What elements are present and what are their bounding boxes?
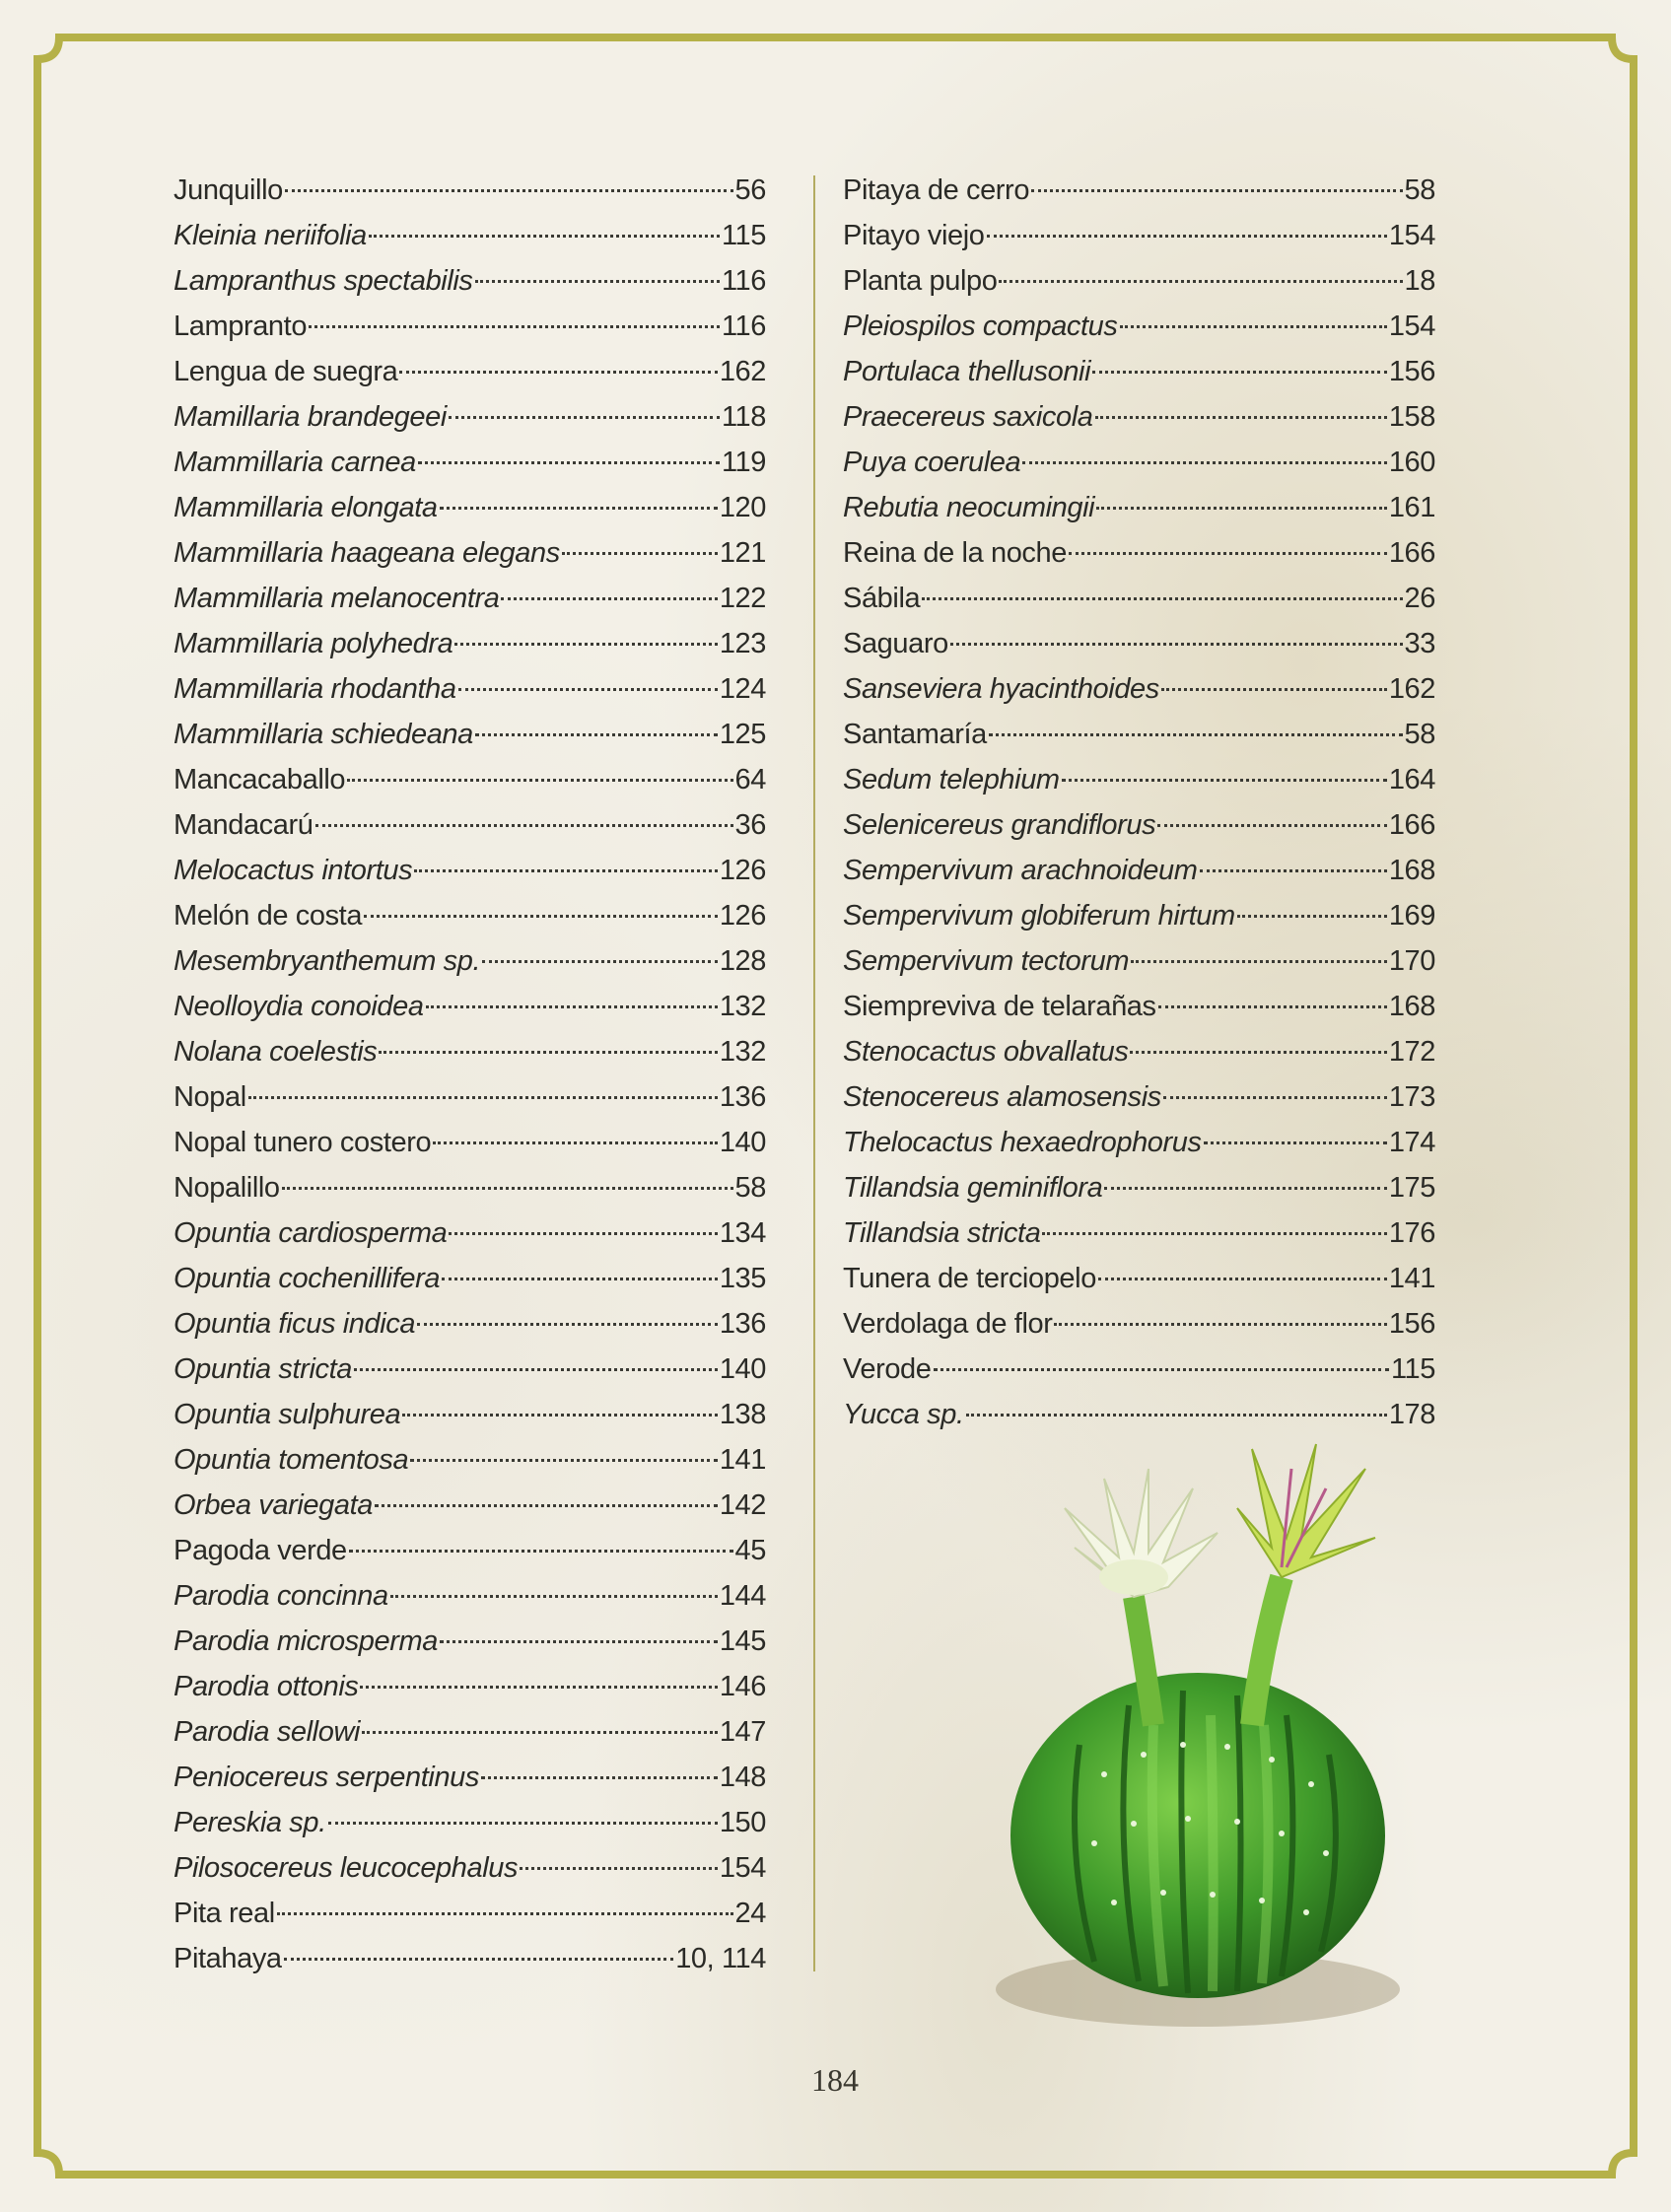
index-entry-page: 116 bbox=[721, 265, 766, 297]
index-entry-leader-dots bbox=[501, 597, 717, 600]
index-entry-leader-dots bbox=[418, 461, 720, 464]
index-entry-name: Opuntia cardiosperma bbox=[174, 1217, 448, 1249]
index-entry bbox=[843, 984, 1435, 1029]
index-entry-page: 150 bbox=[719, 1807, 766, 1838]
index-entry-leader-dots bbox=[1158, 1005, 1387, 1008]
index-entry-name: Pagoda verde bbox=[174, 1535, 347, 1566]
index-entry-page: 26 bbox=[1404, 583, 1435, 614]
index-entry-name: Peniocereus serpentinus bbox=[174, 1762, 479, 1793]
index-entry-leader-dots bbox=[1120, 325, 1387, 328]
index-entry-page: 145 bbox=[719, 1625, 766, 1657]
index-entry-leader-dots bbox=[414, 869, 718, 872]
index-entry-name: Opuntia cochenillifera bbox=[174, 1263, 441, 1294]
index-entry bbox=[843, 802, 1435, 848]
index-entry-page: 160 bbox=[1388, 447, 1435, 478]
index-entry-page: 24 bbox=[734, 1898, 766, 1929]
index-entry-page: 134 bbox=[719, 1217, 766, 1249]
index-entry-page: 135 bbox=[719, 1263, 766, 1294]
index-entry-page: 18 bbox=[1404, 265, 1435, 297]
index-entry-page: 178 bbox=[1388, 1399, 1435, 1430]
index-entry-name: Mammillaria rhodantha bbox=[174, 673, 456, 705]
index-entry-leader-dots bbox=[1161, 688, 1387, 691]
index-entry-leader-dots bbox=[475, 733, 718, 736]
index-entry-page: 142 bbox=[719, 1489, 766, 1521]
index-entry bbox=[174, 530, 766, 576]
index-entry-page: 154 bbox=[1388, 311, 1435, 342]
index-entry-page: 175 bbox=[1388, 1172, 1435, 1204]
index-entry-name: Siempreviva de telarañas bbox=[843, 991, 1156, 1022]
index-entry-leader-dots bbox=[1031, 189, 1402, 192]
index-entry bbox=[843, 349, 1435, 394]
index-entry bbox=[174, 1709, 766, 1755]
index-entry-name: Pleiospilos compactus bbox=[843, 311, 1118, 342]
index-entry bbox=[843, 168, 1435, 213]
index-entry bbox=[174, 1528, 766, 1573]
index-entry bbox=[174, 576, 766, 621]
index-entry-page: 36 bbox=[734, 809, 766, 841]
index-entry bbox=[174, 440, 766, 485]
index-entry-page: 141 bbox=[719, 1444, 766, 1476]
index-entry-leader-dots bbox=[410, 1459, 718, 1462]
index-entry-leader-dots bbox=[966, 1414, 1387, 1417]
index-entry-name: Sábila bbox=[843, 583, 921, 614]
flower-yellow-bud-icon bbox=[1237, 1444, 1375, 1577]
index-entry-name: Pita real bbox=[174, 1898, 275, 1929]
index-entry-leader-dots bbox=[1095, 416, 1387, 419]
index-entry-page: 128 bbox=[719, 945, 766, 977]
index-entry-leader-dots bbox=[562, 552, 718, 555]
index-entry bbox=[174, 304, 766, 349]
index-entry-name: Mancacaballo bbox=[174, 764, 346, 795]
index-entry bbox=[174, 893, 766, 938]
index-entry-page: 156 bbox=[1388, 1308, 1435, 1340]
index-entry bbox=[174, 1483, 766, 1528]
index-entry bbox=[843, 621, 1435, 666]
index-entry-page: 132 bbox=[719, 1036, 766, 1068]
index-entry-name: Sempervivum arachnoideum bbox=[843, 855, 1198, 886]
index-entry bbox=[843, 712, 1435, 757]
index-entry bbox=[174, 938, 766, 984]
index-entry-name: Nopal bbox=[174, 1081, 246, 1113]
index-entry-page: 162 bbox=[719, 356, 766, 387]
index-entry bbox=[174, 1120, 766, 1165]
index-entry-leader-dots bbox=[989, 733, 1403, 736]
index-entry bbox=[174, 1347, 766, 1392]
index-entry-page: 115 bbox=[1390, 1353, 1435, 1385]
index-entry bbox=[843, 1165, 1435, 1210]
index-entry-leader-dots bbox=[360, 1686, 717, 1689]
index-entry-name: Sempervivum globiferum hirtum bbox=[843, 900, 1235, 932]
index-entry-page: 45 bbox=[734, 1535, 766, 1566]
index-entry-leader-dots bbox=[349, 1550, 733, 1553]
index-entry bbox=[843, 576, 1435, 621]
index-entry-leader-dots bbox=[1069, 552, 1387, 555]
index-entry-page: 156 bbox=[1388, 356, 1435, 387]
index-entry bbox=[843, 440, 1435, 485]
index-entry-page: 138 bbox=[719, 1399, 766, 1430]
index-entry bbox=[843, 530, 1435, 576]
index-entry-page: 136 bbox=[719, 1081, 766, 1113]
index-entry-leader-dots bbox=[1130, 1051, 1386, 1054]
index-column-left bbox=[174, 168, 766, 1981]
index-entry-name: Reina de la noche bbox=[843, 537, 1067, 569]
index-entry-leader-dots bbox=[454, 643, 717, 646]
index-entry-name: Nopal tunero costero bbox=[174, 1127, 432, 1158]
index-entry-page: 170 bbox=[1388, 945, 1435, 977]
index-entry-name: Parodia ottonis bbox=[174, 1671, 359, 1702]
index-entry bbox=[843, 893, 1435, 938]
index-entry bbox=[174, 258, 766, 304]
index-entry-page: 140 bbox=[719, 1127, 766, 1158]
index-entry-name: Opuntia tomentosa bbox=[174, 1444, 409, 1476]
index-entry-leader-dots bbox=[390, 1595, 718, 1598]
index-entry-page: 147 bbox=[719, 1716, 766, 1748]
index-entry-leader-dots bbox=[481, 1776, 718, 1779]
index-entry bbox=[174, 712, 766, 757]
index-entry-name: Santamaría bbox=[843, 719, 987, 750]
index-entry-name: Pitaya de cerro bbox=[843, 174, 1030, 206]
index-entry bbox=[174, 1891, 766, 1936]
index-entry-leader-dots bbox=[375, 1504, 718, 1507]
index-entry-name: Sanseviera hyacinthoides bbox=[843, 673, 1159, 705]
index-entry-page: 140 bbox=[719, 1353, 766, 1385]
index-entry-page: 58 bbox=[734, 1172, 766, 1204]
index-entry bbox=[174, 1437, 766, 1483]
index-entry bbox=[843, 1210, 1435, 1256]
index-entry-leader-dots bbox=[449, 416, 720, 419]
index-entry-name: Mammillaria melanocentra bbox=[174, 583, 500, 614]
index-entry-leader-dots bbox=[482, 960, 718, 963]
index-entry-name: Tillandsia geminiflora bbox=[843, 1172, 1103, 1204]
index-entry-page: 166 bbox=[1388, 537, 1435, 569]
index-entry-leader-dots bbox=[440, 507, 718, 510]
index-entry bbox=[174, 1165, 766, 1210]
index-entry bbox=[174, 1619, 766, 1664]
index-entry-leader-dots bbox=[433, 1141, 718, 1144]
index-entry-name: Tillandsia stricta bbox=[843, 1217, 1041, 1249]
index-entry bbox=[843, 1347, 1435, 1392]
index-entry bbox=[174, 1029, 766, 1074]
index-entry-page: 58 bbox=[1404, 719, 1435, 750]
index-entry-leader-dots bbox=[277, 1912, 733, 1915]
index-entry-name: Orbea variegata bbox=[174, 1489, 373, 1521]
index-entry bbox=[843, 1074, 1435, 1120]
index-entry-page: 162 bbox=[1388, 673, 1435, 705]
index-entry-page: 168 bbox=[1388, 991, 1435, 1022]
index-entry-leader-dots bbox=[1092, 371, 1387, 374]
index-entry-page: 166 bbox=[1388, 809, 1435, 841]
index-entry-page: 154 bbox=[1388, 220, 1435, 251]
index-entry-page: 122 bbox=[719, 583, 766, 614]
index-entry-leader-dots bbox=[1096, 507, 1387, 510]
index-entry-page: 158 bbox=[1388, 401, 1435, 433]
index-entry bbox=[174, 1845, 766, 1891]
index-entry bbox=[843, 485, 1435, 530]
index-entry bbox=[174, 666, 766, 712]
index-entry bbox=[174, 802, 766, 848]
index-entry-name: Nolana coelestis bbox=[174, 1036, 378, 1068]
index-column-right bbox=[843, 168, 1435, 1437]
index-entry-name: Yucca sp. bbox=[843, 1399, 964, 1430]
index-entry-page: 154 bbox=[719, 1852, 766, 1884]
index-entry-leader-dots bbox=[1104, 1187, 1386, 1190]
index-entry-leader-dots bbox=[1204, 1141, 1387, 1144]
index-entry bbox=[174, 1210, 766, 1256]
index-entry bbox=[174, 349, 766, 394]
index-entry-name: Mammillaria haageana elegans bbox=[174, 537, 560, 569]
index-entry-leader-dots bbox=[285, 189, 733, 192]
index-entry-name: Mamillaria brandegeei bbox=[174, 401, 447, 433]
index-entry bbox=[843, 304, 1435, 349]
index-entry bbox=[174, 213, 766, 258]
index-entry-page: 174 bbox=[1388, 1127, 1435, 1158]
index-entry-page: 116 bbox=[721, 311, 766, 342]
index-entry bbox=[843, 1120, 1435, 1165]
index-entry-page: 56 bbox=[734, 174, 766, 206]
index-entry-name: Portulaca thellusonii bbox=[843, 356, 1091, 387]
index-entry bbox=[174, 1800, 766, 1845]
index-entry-page: 148 bbox=[719, 1762, 766, 1793]
index-entry-leader-dots bbox=[347, 779, 732, 782]
index-entry bbox=[843, 258, 1435, 304]
index-entry-name: Junquillo bbox=[174, 174, 283, 206]
index-entry-leader-dots bbox=[449, 1232, 717, 1235]
index-entry-leader-dots bbox=[442, 1278, 718, 1280]
index-entry-leader-dots bbox=[475, 280, 720, 283]
index-entry-name: Mandacarú bbox=[174, 809, 313, 841]
index-entry-name: Parodia sellowi bbox=[174, 1716, 361, 1748]
index-entry-leader-dots bbox=[1098, 1278, 1387, 1280]
index-entry-leader-dots bbox=[1131, 960, 1387, 963]
index-entry-leader-dots bbox=[369, 235, 720, 238]
index-entry-page: 141 bbox=[1388, 1263, 1435, 1294]
index-entry bbox=[174, 757, 766, 802]
index-entry bbox=[174, 1936, 766, 1981]
index-entry-page: 118 bbox=[721, 401, 766, 433]
index-entry-name: Mammillaria polyhedra bbox=[174, 628, 453, 659]
index-entry-name: Opuntia stricta bbox=[174, 1353, 352, 1385]
index-entry-page: 124 bbox=[719, 673, 766, 705]
index-entry-page: 115 bbox=[721, 220, 766, 251]
index-entry-leader-dots bbox=[999, 280, 1402, 283]
index-entry-page: 10, 114 bbox=[675, 1943, 766, 1974]
index-entry bbox=[174, 621, 766, 666]
index-entry-page: 125 bbox=[719, 719, 766, 750]
index-entry-leader-dots bbox=[328, 1822, 718, 1825]
index-entry-page: 120 bbox=[719, 492, 766, 523]
index-entry bbox=[174, 1074, 766, 1120]
index-entry bbox=[843, 1029, 1435, 1074]
index-entry-name: Stenocactus obvallatus bbox=[843, 1036, 1129, 1068]
index-entry-page: 126 bbox=[719, 900, 766, 932]
index-entry-name: Mammillaria carnea bbox=[174, 447, 416, 478]
index-entry-leader-dots bbox=[426, 1005, 718, 1008]
index-entry-leader-dots bbox=[1200, 869, 1387, 872]
index-entry-page: 146 bbox=[719, 1671, 766, 1702]
index-entry-name: Sempervivum tectorum bbox=[843, 945, 1130, 977]
page-number: 184 bbox=[811, 2062, 859, 2098]
index-entry-page: 132 bbox=[719, 991, 766, 1022]
index-entry-leader-dots bbox=[1062, 779, 1387, 782]
index-entry-page: 164 bbox=[1388, 764, 1435, 795]
index-entry-leader-dots bbox=[379, 1051, 717, 1054]
index-entry-name: Stenocereus alamosensis bbox=[843, 1081, 1161, 1113]
index-entry-leader-dots bbox=[1163, 1096, 1387, 1099]
index-entry bbox=[843, 848, 1435, 893]
column-divider bbox=[813, 175, 815, 1971]
index-entry-page: 161 bbox=[1388, 492, 1435, 523]
index-entry-page: 119 bbox=[721, 447, 766, 478]
index-entry bbox=[174, 485, 766, 530]
index-entry-name: Planta pulpo bbox=[843, 265, 998, 297]
index-entry-leader-dots bbox=[354, 1368, 718, 1371]
index-entry-leader-dots bbox=[282, 1187, 733, 1190]
index-entry bbox=[174, 394, 766, 440]
index-entry-name: Pitayo viejo bbox=[843, 220, 985, 251]
index-entry-leader-dots bbox=[934, 1368, 1389, 1371]
index-entry bbox=[174, 1573, 766, 1619]
index-entry-page: 173 bbox=[1388, 1081, 1435, 1113]
index-entry bbox=[843, 938, 1435, 984]
index-entry-leader-dots bbox=[362, 1731, 718, 1734]
index-entry-page: 144 bbox=[719, 1580, 766, 1612]
index-entry-page: 176 bbox=[1388, 1217, 1435, 1249]
index-entry-page: 126 bbox=[719, 855, 766, 886]
index-entry-name: Opuntia ficus indica bbox=[174, 1308, 416, 1340]
index-entry-leader-dots bbox=[417, 1323, 718, 1326]
index-entry-name: Lampranto bbox=[174, 311, 308, 342]
index-entry bbox=[843, 394, 1435, 440]
index-entry-name: Verdolaga de flor bbox=[843, 1308, 1053, 1340]
index-entry-name: Melón de costa bbox=[174, 900, 363, 932]
flower-white-icon bbox=[1065, 1469, 1218, 1597]
index-entry bbox=[843, 757, 1435, 802]
index-entry bbox=[174, 1256, 766, 1301]
index-entry-name: Sedum telephium bbox=[843, 764, 1060, 795]
index-entry-leader-dots bbox=[284, 1958, 674, 1961]
index-entry-name: Opuntia sulphurea bbox=[174, 1399, 401, 1430]
index-entry bbox=[843, 1256, 1435, 1301]
index-entry bbox=[174, 1664, 766, 1709]
index-entry-page: 172 bbox=[1388, 1036, 1435, 1068]
index-entry-name: Nopalillo bbox=[174, 1172, 280, 1204]
index-entry-page: 64 bbox=[734, 764, 766, 795]
index-entry-leader-dots bbox=[1157, 824, 1387, 827]
index-entry bbox=[174, 168, 766, 213]
index-entry-leader-dots bbox=[922, 597, 1402, 600]
index-entry-name: Kleinia neriifolia bbox=[174, 220, 367, 251]
cactus-body bbox=[1010, 1673, 1385, 1998]
index-entry-page: 168 bbox=[1388, 855, 1435, 886]
index-entry-leader-dots bbox=[248, 1096, 718, 1099]
index-entry-name: Rebutia neocumingii bbox=[843, 492, 1095, 523]
index-entry-name: Neolloydia conoidea bbox=[174, 991, 424, 1022]
index-entry-name: Melocactus intortus bbox=[174, 855, 413, 886]
index-entry-leader-dots bbox=[1022, 461, 1387, 464]
index-entry bbox=[843, 1301, 1435, 1347]
index-entry-page: 136 bbox=[719, 1308, 766, 1340]
index-entry-page: 121 bbox=[719, 537, 766, 569]
index-entry-name: Selenicereus grandiflorus bbox=[843, 809, 1156, 841]
index-entry bbox=[174, 984, 766, 1029]
index-entry-name: Mammillaria schiedeana bbox=[174, 719, 473, 750]
index-entry-name: Thelocactus hexaedrophorus bbox=[843, 1127, 1202, 1158]
index-entry-leader-dots bbox=[1042, 1232, 1386, 1235]
index-entry-leader-dots bbox=[309, 325, 720, 328]
index-entry bbox=[843, 213, 1435, 258]
index-entry-leader-dots bbox=[950, 643, 1403, 646]
cactus-illustration bbox=[986, 1429, 1439, 2040]
index-entry-leader-dots bbox=[399, 371, 717, 374]
index-entry-leader-dots bbox=[987, 235, 1387, 238]
index-entry-name: Lampranthus spectabilis bbox=[174, 265, 473, 297]
index-entry-page: 169 bbox=[1388, 900, 1435, 932]
index-entry-leader-dots bbox=[1054, 1323, 1386, 1326]
index-entry-page: 33 bbox=[1404, 628, 1435, 659]
index-entry bbox=[174, 848, 766, 893]
index-entry-name: Lengua de suegra bbox=[174, 356, 398, 387]
index-entry-name: Pitahaya bbox=[174, 1943, 282, 1974]
index-entry bbox=[174, 1755, 766, 1800]
index-entry-leader-dots bbox=[364, 915, 718, 918]
index-entry-name: Pilosocereus leucocephalus bbox=[174, 1852, 519, 1884]
index-entry-name: Verode bbox=[843, 1353, 932, 1385]
index-entry-page: 123 bbox=[719, 628, 766, 659]
index-entry-name: Puya coerulea bbox=[843, 447, 1021, 478]
index-entry-leader-dots bbox=[1237, 915, 1387, 918]
index-entry bbox=[174, 1392, 766, 1437]
index-entry bbox=[843, 666, 1435, 712]
index-entry-name: Mesembryanthemum sp. bbox=[174, 945, 481, 977]
index-entry-leader-dots bbox=[315, 824, 733, 827]
index-entry-name: Praecereus saxicola bbox=[843, 401, 1093, 433]
index-entry-name: Pereskia sp. bbox=[174, 1807, 326, 1838]
index-entry-name: Saguaro bbox=[843, 628, 948, 659]
index-entry-name: Parodia concinna bbox=[174, 1580, 388, 1612]
index-entry-leader-dots bbox=[402, 1414, 718, 1417]
index-entry-leader-dots bbox=[440, 1640, 718, 1643]
index-entry-name: Parodia microsperma bbox=[174, 1625, 438, 1657]
index-entry-leader-dots bbox=[520, 1867, 718, 1870]
index-entry-name: Tunera de terciopelo bbox=[843, 1263, 1096, 1294]
index-entry bbox=[174, 1301, 766, 1347]
index-entry-name: Mammillaria elongata bbox=[174, 492, 438, 523]
index-entry-leader-dots bbox=[458, 688, 718, 691]
index-entry-page: 58 bbox=[1404, 174, 1435, 206]
